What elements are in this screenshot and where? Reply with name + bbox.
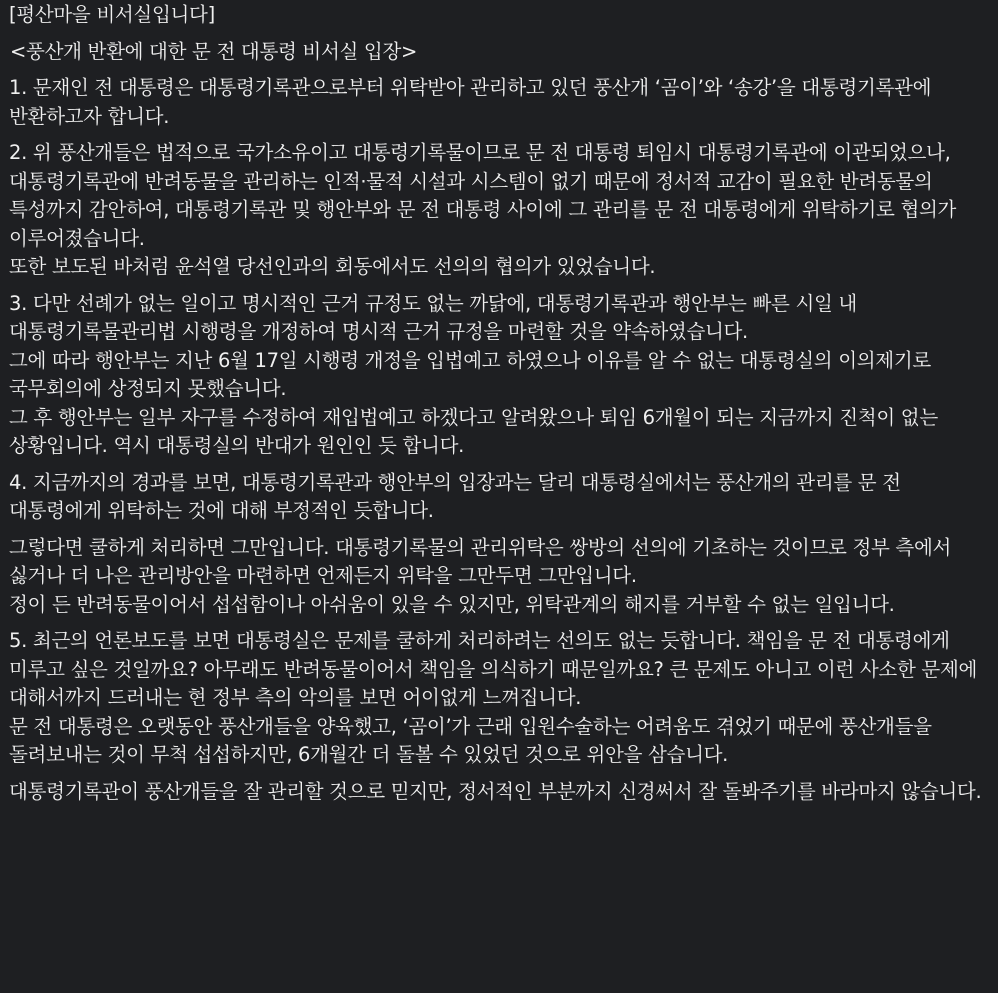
- paragraph-1-line-1: 1. 문재인 전 대통령은 대통령기록관으로부터 위탁받아 관리하고 있던 풍산개 ‘곰이’와 ‘송강’을 대통령기록관에 반환하고자 합니다.: [9, 76, 932, 128]
- paragraph-5: [9, 627, 991, 770]
- paragraph-2-line-2: 또한 보도된 바처럼 윤석열 당선인과의 회동에서도 선의의 협의가 있었습니다.: [9, 255, 656, 278]
- paragraph-3-line-2: 그에 따라 행안부는 지난 6월 17일 시행령 개정을 입법예고 하였으나 이유를 알 수 없는 대통령실의 이의제기로 국무회의에 상정되지 못했습니다.: [9, 348, 931, 400]
- statement-document: [9, 0, 991, 806]
- paragraph-2: [9, 139, 991, 282]
- paragraph-4b-line-1: 그렇다면 쿨하게 처리하면 그만입니다. 대통령기록물의 관리위탁은 쌍방의 선의에 기초하는 것이므로 정부 측에서 싫거나 더 나은 관리방안을 마련하면 언제든지 위탁을 그만두면 그만입니다.: [9, 535, 952, 587]
- paragraph-closing: [9, 778, 991, 807]
- paragraph-2-line-1: 2. 위 풍산개들은 법적으로 국가소유이고 대통령기록물이므로 문 전 대통령 퇴임시 대통령기록관에 이관되었으나, 대통령기록관에 반려동물을 관리하는 인적·물적 시설과 시스템이 없기 때문에 정서적 교감이 필요한 반려동물의 특성까지 감안하여, 대통령기록관 및 행안부와 문 전 대통령 사이에 그 관리를 문 전 대통령에게 위탁하기로 협의가 이루어졌습니다.: [9, 141, 957, 250]
- paragraph-4-line-1: 4. 지금까지의 경과를 보면, 대통령기록관과 행안부의 입장과는 달리 대통령실에서는 풍산개의 관리를 문 전 대통령에게 위탁하는 것에 대해 부정적인 듯합니다.: [9, 470, 901, 522]
- paragraph-3-line-3: 그 후 행안부는 일부 자구를 수정하여 재입법예고 하겠다고 알려왔으나 퇴임 6개월이 되는 지금까지 진척이 없는 상황입니다. 역시 대통령실의 반대가 원인인 듯 합니다.: [9, 405, 938, 457]
- paragraph-closing-line-1: 대통령기록관이 풍산개들을 잘 관리할 것으로 믿지만, 정서적인 부분까지 신경써서 잘 돌봐주기를 바라마지 않습니다.: [9, 779, 982, 803]
- paragraph-4b-line-2: 정이 든 반려동물이어서 섭섭함이나 아쉬움이 있을 수 있지만, 위탁관계의 해지를 거부할 수 없는 일입니다.: [9, 592, 895, 616]
- statement-title: [평산마을 비서실입니다]: [9, 3, 215, 26]
- paragraph-3: [9, 290, 991, 461]
- paragraph-3-line-1: 3. 다만 선례가 없는 일이고 명시적인 근거 규정도 없는 까닭에, 대통령기록관과 행안부는 빠른 시일 내 대통령기록물관리법 시행령을 개정하여 명시적 근거 규정을 마련할 것을 약속하였습니다.: [9, 291, 857, 343]
- paragraph-1: [9, 74, 991, 131]
- paragraph-4: [9, 469, 991, 526]
- statement-subtitle: <풍산개 반환에 대한 문 전 대통령 비서실 입장>: [10, 39, 418, 63]
- paragraph-5-line-2: 문 전 대통령은 오랫동안 풍산개들을 양육했고, ‘곰이’가 근래 입원수술하는 어려움도 겪었기 때문에 풍산개들을 돌려보내는 것이 무척 섭섭하지만, 6개월간 더 돌볼 수 있었던 것으로 위안을 삼습니다.: [9, 714, 932, 766]
- paragraph-5-line-1: 5. 최근의 언론보도를 보면 대통령실은 문제를 쿨하게 처리하려는 선의도 없는 듯합니다. 책임을 문 전 대통령에게 미루고 싶은 것일까요? 아무래도 반려동물이어서 책임을 의식하기 때문일까요? 큰 문제도 아니고 이런 사소한 문제에 대해서까지 드러내는 현 정부 측의 악의를 보면 어이없게 느껴집니다.: [9, 629, 978, 709]
- paragraph-4b: [9, 534, 991, 620]
